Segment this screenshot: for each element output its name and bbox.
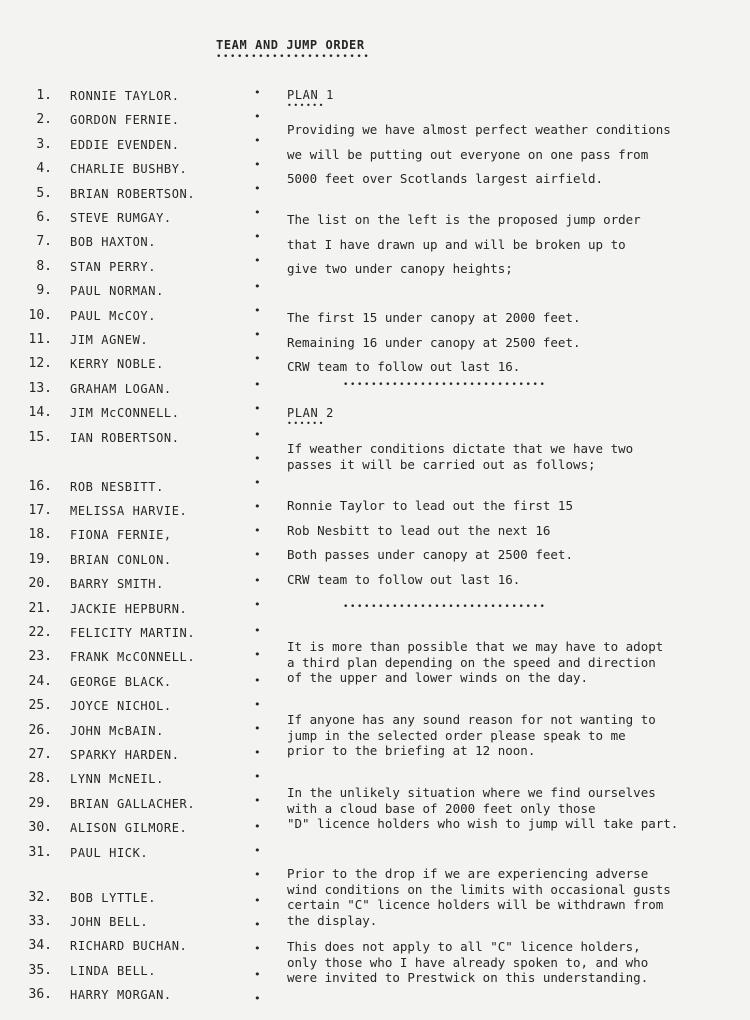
bullet-mark: • (254, 476, 261, 489)
jumper-number: 20. (28, 576, 52, 591)
jumper-number: 24. (28, 674, 52, 689)
bullet-mark: • (254, 182, 261, 195)
plan2-intro (287, 441, 633, 472)
jumper-number: 11. (28, 332, 52, 347)
text-line: 5000 feet over Scotlands largest airfield. (287, 171, 604, 186)
text-line: Ronnie Taylor to lead out the first 15 (287, 498, 573, 513)
text-line: In the unlikely situation where we find ourselves (287, 785, 656, 800)
text-line: Rob Nesbitt to lead out the next 16 (287, 522, 551, 538)
text-line: CRW team to follow out last 16. (287, 359, 521, 374)
bullet-mark: • (254, 648, 261, 661)
jumper-name: JIM McCONNELL. (70, 406, 180, 420)
note-c-licence (287, 939, 648, 986)
text-line: a third plan depending on the speed and direction (287, 654, 656, 670)
jumper-number: 22. (28, 625, 52, 640)
text-line: This does not apply to all "C" licence holders, (287, 939, 641, 954)
jumper-number: 25. (28, 698, 52, 713)
bullet-mark: • (254, 844, 261, 857)
plan1-paragraph-1 (287, 118, 671, 192)
jumper-name: BRIAN GALLACHER. (70, 797, 196, 811)
bullet-mark: • (254, 722, 261, 735)
bullet-mark: • (254, 624, 261, 637)
jumper-name: ALISON GILMORE. (70, 821, 188, 835)
jumper-number: 8. (36, 259, 52, 274)
bullet-mark: • (254, 770, 261, 783)
jumper-number: 27. (28, 747, 52, 762)
text-line: If weather conditions dictate that we have two (287, 441, 634, 456)
plan2-heading: PLAN 2 (287, 406, 334, 420)
jumper-name: FELICITY MARTIN. (70, 626, 196, 640)
jumper-number: 28. (28, 771, 52, 786)
plan1-paragraph-3 (287, 306, 581, 380)
jumper-number: 16. (28, 479, 52, 494)
bullet-mark: • (254, 280, 261, 293)
jumper-name: GORDON FERNIE. (70, 113, 180, 127)
jumper-name: CHARLIE BUSHBY. (70, 162, 188, 176)
text-line: It is more than possible that we may have to adopt (287, 639, 664, 654)
text-line: Remaining 16 under canopy at 2500 feet. (287, 334, 581, 350)
jumper-name: STAN PERRY. (70, 260, 157, 274)
bullet-mark: • (254, 328, 261, 341)
jumper-number: 12. (28, 356, 52, 371)
jumper-name: GRAHAM LOGAN. (70, 382, 172, 396)
note-cloud-base (287, 785, 678, 832)
bullet-mark: • (254, 794, 261, 807)
text-line: with a cloud base of 2000 feet only those (287, 800, 596, 816)
jumper-number: 26. (28, 723, 52, 738)
bullet-mark: • (254, 894, 261, 907)
bullet-mark: • (254, 598, 261, 611)
jumper-number: 34. (28, 938, 52, 953)
jumper-number: 7. (36, 234, 52, 249)
text-line: the display. (287, 912, 378, 928)
jumper-name: JOHN BELL. (70, 915, 149, 929)
bullet-mark: • (254, 110, 261, 123)
jumper-name: JIM AGNEW. (70, 333, 149, 347)
note-objection (287, 712, 656, 759)
plan1-underline: •••••• (287, 101, 325, 110)
bullet-mark: • (254, 746, 261, 759)
jumper-name: FIONA FERNIE, (70, 528, 172, 542)
bullet-mark: • (254, 452, 261, 465)
jumper-name: RONNIE TAYLOR. (70, 89, 180, 103)
bullet-mark: • (254, 402, 261, 415)
bullet-mark: • (254, 500, 261, 513)
jumper-number: 31. (28, 845, 52, 860)
text-line: "D" licence holders who wish to jump will take part. (287, 816, 679, 831)
jumper-number: 14. (28, 405, 52, 420)
jumper-number: 17. (28, 503, 52, 518)
jumper-name: BRIAN CONLON. (70, 553, 172, 567)
bullet-mark: • (254, 352, 261, 365)
text-line: were invited to Prestwick on this understanding. (287, 970, 649, 985)
jumper-number: 4. (36, 161, 52, 176)
text-line: of the upper and lower winds on the day. (287, 670, 589, 685)
jumper-number: 10. (28, 308, 52, 323)
jumper-name: BARRY SMITH. (70, 577, 164, 591)
text-line: that I have drawn up and will be broken up to (287, 236, 626, 252)
section-separator: ••••••••••••••••••••••••••••• (343, 602, 547, 612)
bullet-mark: • (254, 918, 261, 931)
text-line: passes it will be carried out as follows; (287, 456, 596, 472)
jumper-name: ROB NESBITT. (70, 480, 164, 494)
bullet-mark: • (254, 674, 261, 687)
jumper-name: KERRY NOBLE. (70, 357, 164, 371)
jumper-name: BOB LYTTLE. (70, 891, 157, 905)
bullet-mark: • (254, 574, 261, 587)
text-line: wind conditions on the limits with occasional gusts (287, 881, 671, 897)
jumper-number: 32. (28, 890, 52, 905)
bullet-mark: • (254, 304, 261, 317)
jumper-number: 30. (28, 820, 52, 835)
jumper-name: IAN ROBERTSON. (70, 431, 180, 445)
text-line: The first 15 under canopy at 2000 feet. (287, 310, 581, 325)
jumper-number: 35. (28, 963, 52, 978)
text-line: prior to the briefing at 12 noon. (287, 743, 536, 758)
jumper-number: 6. (36, 210, 52, 225)
jumper-name: PAUL McCOY. (70, 309, 157, 323)
note-third-plan (287, 639, 663, 686)
bullet-mark: • (254, 992, 261, 1005)
jumper-number: 2. (36, 112, 52, 127)
plan2-lines (287, 494, 573, 592)
jumper-name: FRANK McCONNELL. (70, 650, 196, 664)
jumper-number: 29. (28, 796, 52, 811)
jumper-number: 15. (28, 430, 52, 445)
jumper-name: RICHARD BUCHAN. (70, 939, 188, 953)
jumper-name: STEVE RUMGAY. (70, 211, 172, 225)
title-underline: •••••••••••••••••••••• (216, 52, 371, 62)
jumper-name: BOB HAXTON. (70, 235, 157, 249)
document-title: TEAM AND JUMP ORDER (216, 38, 365, 52)
section-separator: ••••••••••••••••••••••••••••• (343, 380, 547, 390)
jumper-number: 18. (28, 527, 52, 542)
text-line: certain "C" licence holders will be withdrawn from (287, 897, 664, 912)
jumper-number: 1. (36, 88, 52, 103)
text-line: Prior to the drop if we are experiencing adverse (287, 866, 649, 881)
bullet-mark: • (254, 134, 261, 147)
text-line: Providing we have almost perfect weather conditions (287, 122, 671, 137)
bullet-mark: • (254, 548, 261, 561)
text-line: Both passes under canopy at 2500 feet. (287, 547, 573, 562)
jumper-name: LYNN McNEIL. (70, 772, 164, 786)
bullet-mark: • (254, 158, 261, 171)
jumper-name: JOHN McBAIN. (70, 724, 164, 738)
bullet-mark: • (254, 820, 261, 833)
jumper-name: HARRY MORGAN. (70, 988, 172, 1002)
jumper-name: MELISSA HARVIE. (70, 504, 188, 518)
text-line: jump in the selected order please speak to me (287, 727, 626, 743)
jumper-name: GEORGE BLACK. (70, 675, 172, 689)
bullet-mark: • (254, 968, 261, 981)
plan1-paragraph-2 (287, 208, 641, 282)
plan2-underline: •••••• (287, 419, 325, 428)
jumper-name: EDDIE EVENDEN. (70, 138, 180, 152)
jumper-name: BRIAN ROBERTSON. (70, 187, 196, 201)
jumper-number: 3. (36, 137, 52, 152)
bullet-mark: • (254, 230, 261, 243)
bullet-mark: • (254, 868, 261, 881)
text-line: we will be putting out everyone on one pass from (287, 146, 649, 162)
jumper-number: 9. (36, 283, 52, 298)
jumper-number: 33. (28, 914, 52, 929)
bullet-mark: • (254, 206, 261, 219)
bullet-mark: • (254, 942, 261, 955)
jumper-number: 36. (28, 987, 52, 1002)
plan1-heading: PLAN 1 (287, 88, 334, 102)
bullet-mark: • (254, 428, 261, 441)
text-line: The list on the left is the proposed jump order (287, 212, 641, 227)
jumper-number: 23. (28, 649, 52, 664)
jumper-name: JOYCE NICHOL. (70, 699, 172, 713)
jumper-name: PAUL HICK. (70, 846, 149, 860)
bullet-mark: • (254, 698, 261, 711)
bullet-mark: • (254, 378, 261, 391)
jumper-number: 19. (28, 552, 52, 567)
jumper-name: PAUL NORMAN. (70, 284, 164, 298)
text-line: give two under canopy heights; (287, 261, 513, 276)
bullet-mark: • (254, 254, 261, 267)
jumper-number: 21. (28, 601, 52, 616)
text-line: only those who I have already spoken to, and who (287, 954, 649, 970)
jumper-number: 5. (36, 186, 52, 201)
bullet-mark: • (254, 524, 261, 537)
jumper-name: SPARKY HARDEN. (70, 748, 180, 762)
text-line: If anyone has any sound reason for not wanting to (287, 712, 656, 727)
jumper-name: LINDA BELL. (70, 964, 157, 978)
jumper-number: 13. (28, 381, 52, 396)
text-line: CRW team to follow out last 16. (287, 571, 521, 587)
jumper-name: JACKIE HEPBURN. (70, 602, 188, 616)
note-adverse-wind (287, 866, 671, 928)
bullet-mark: • (254, 86, 261, 99)
